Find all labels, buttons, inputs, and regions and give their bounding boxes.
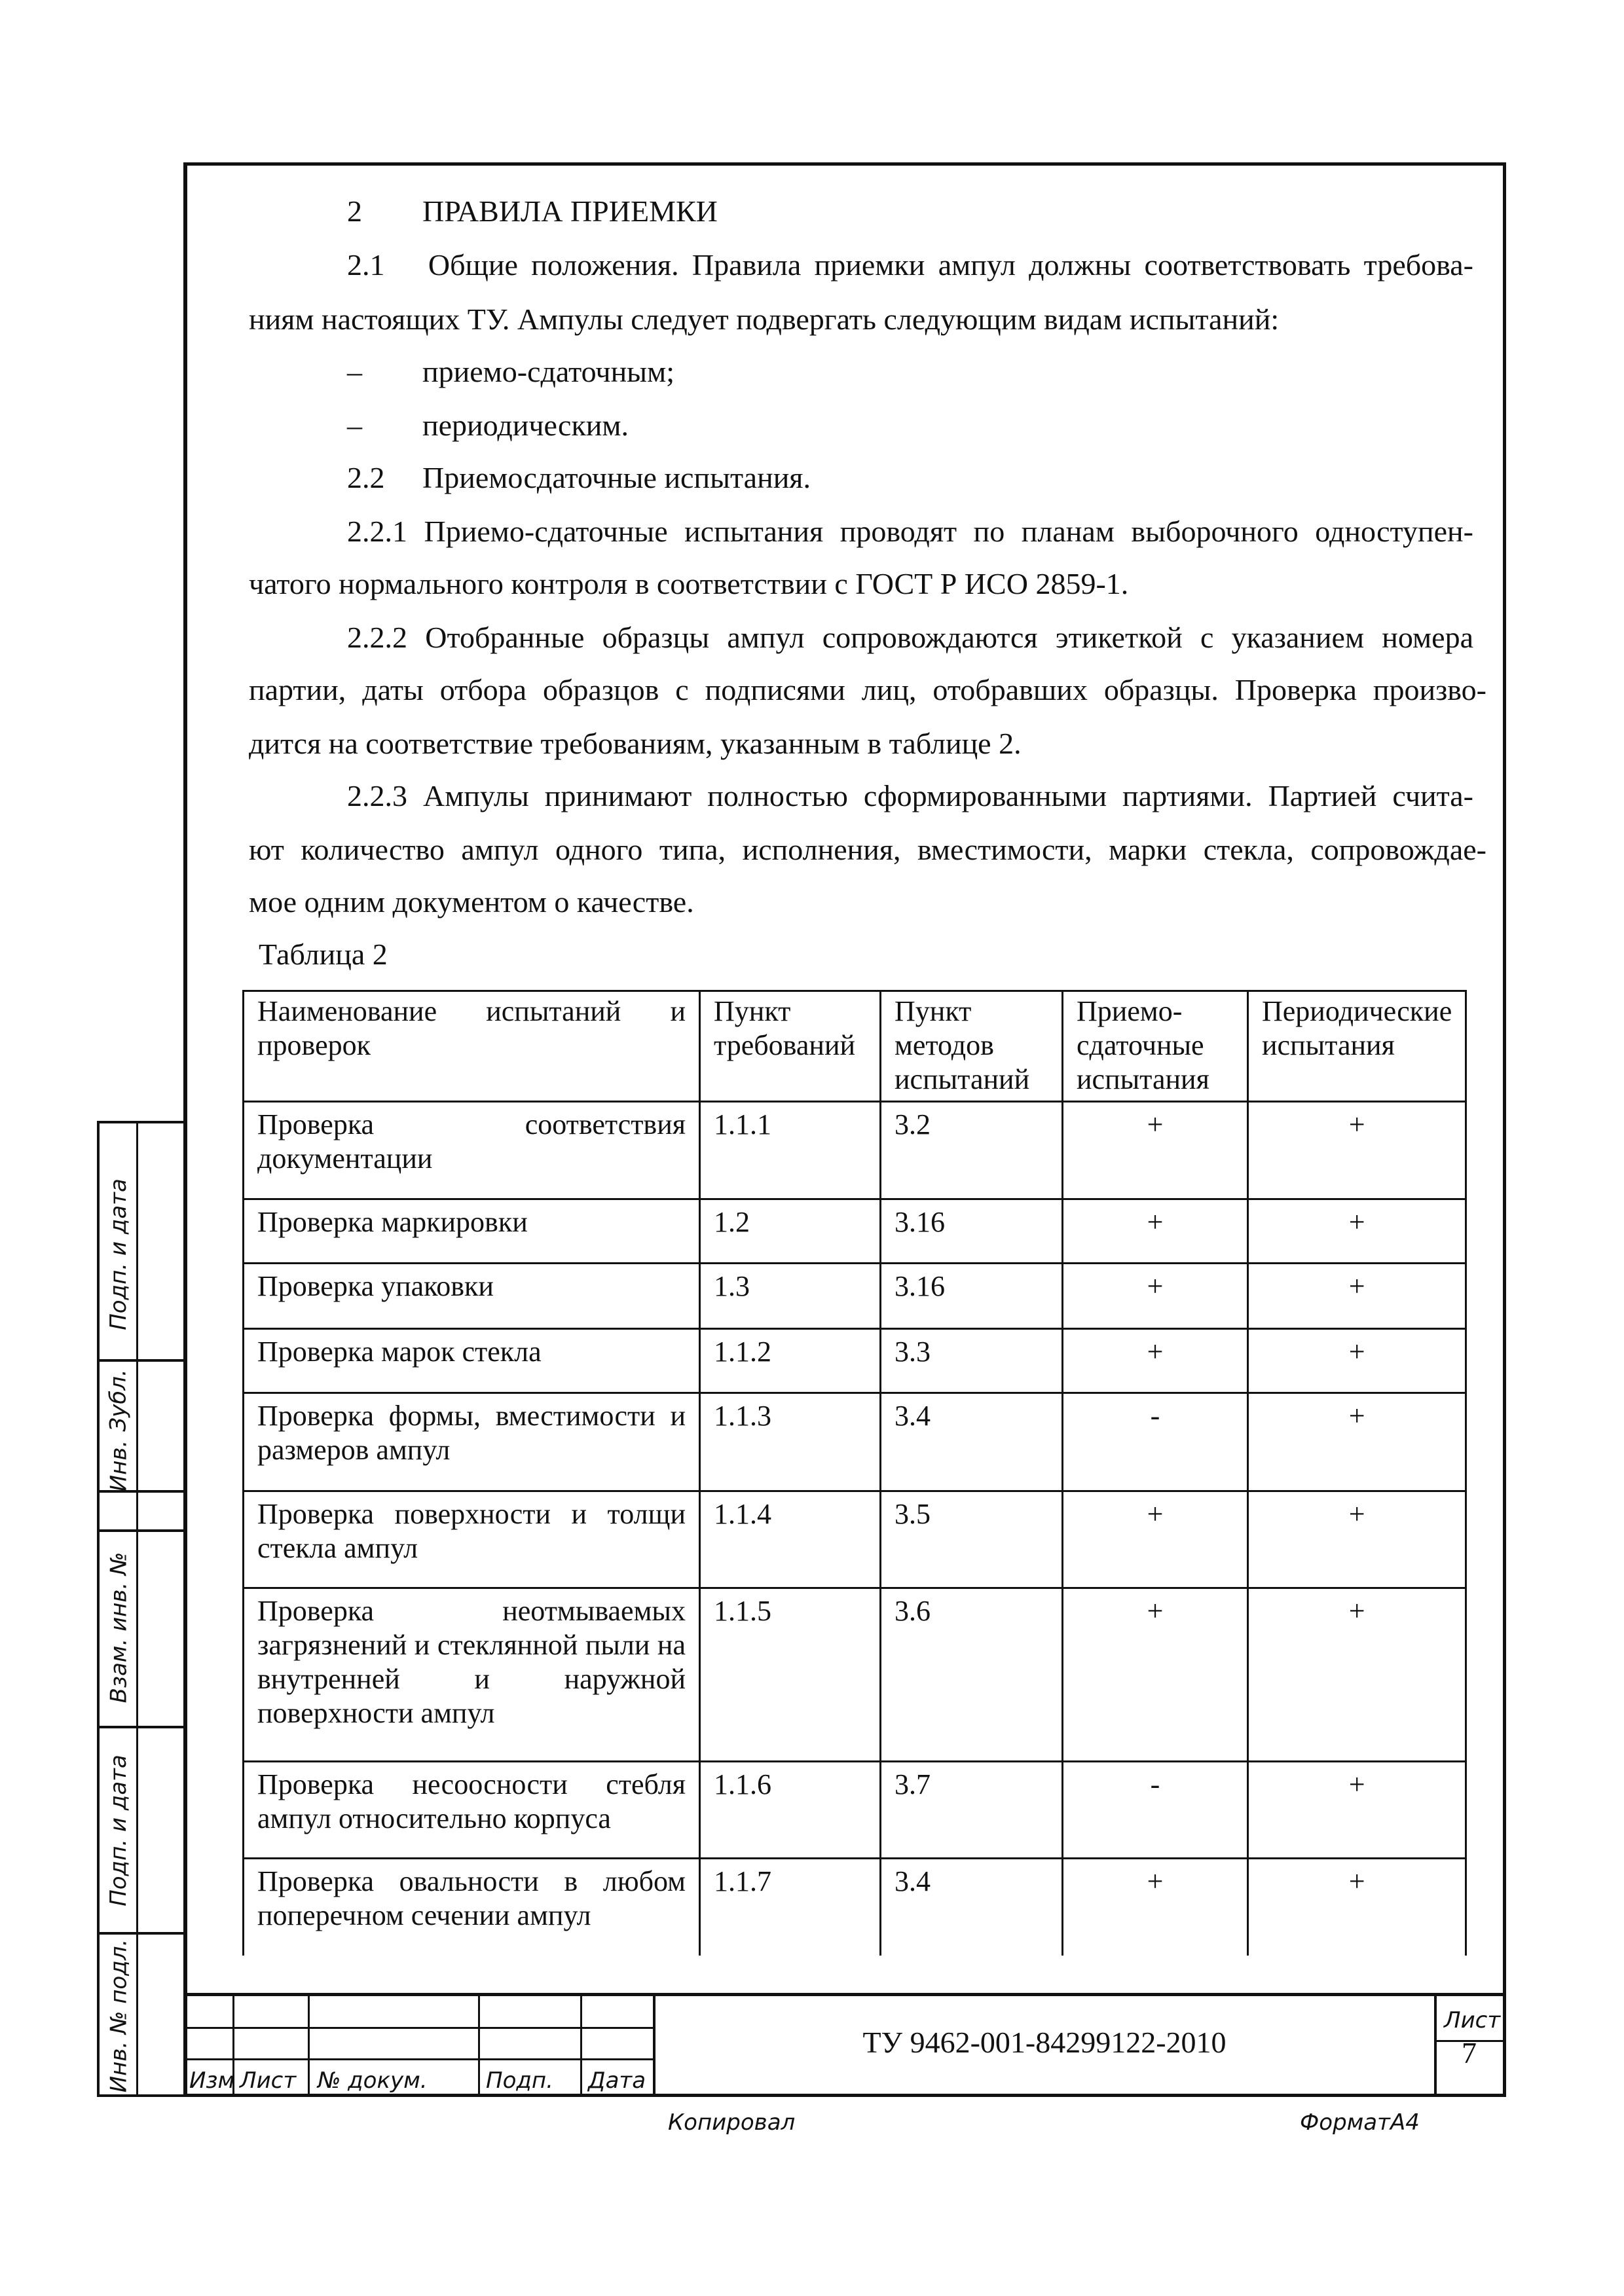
title-block-line	[308, 1996, 310, 2097]
table-cell: +	[1063, 1329, 1248, 1393]
side-label: Инв.	[105, 1440, 132, 1492]
title-block-line	[478, 1996, 480, 2097]
table-cell: +	[1063, 1491, 1248, 1588]
section-title: 2 ПРАВИЛА ПРИЕМКИ	[347, 194, 718, 228]
paragraph-2-2-3-line2: ют количество ампул одного типа, исполнения, вместимости, марки стекла, сопровождае-	[249, 833, 1486, 866]
sheet-number: 7	[1462, 2036, 1477, 2069]
table-row	[244, 1491, 1466, 1588]
paragraph-2-2-3-line3: мое одним документом о качестве.	[249, 885, 694, 919]
table-cell: +	[1248, 1491, 1466, 1588]
table-cell: +	[1063, 1264, 1248, 1329]
title-block-line	[1434, 1996, 1437, 2097]
table-row	[244, 1393, 1466, 1491]
strip-line	[100, 1932, 183, 1935]
table-row	[244, 1859, 1466, 1956]
table-cell: +	[1248, 1762, 1466, 1859]
table-cell: 1.2	[700, 1199, 881, 1264]
side-label: Инв. № подл.	[105, 1939, 132, 2092]
paragraph-2-2-2-line3: дится на соответствие требованиям, указанным в таблице 2.	[249, 727, 1022, 760]
paragraph-2-2-3-line1: 2.2.3 Ампулы принимают полностью сформированными партиями. Партией счита-	[347, 779, 1473, 812]
table-cell: 1.1.2	[700, 1329, 881, 1393]
document-number: ТУ 9462-001-84299122-2010	[862, 2026, 1227, 2059]
side-label: Подп. и дата	[105, 1178, 132, 1330]
paragraph-2-2-1-line1: 2.2.1 Приемо-сдаточные испытания проводят по планам выборочного одноступен-	[347, 515, 1473, 548]
table-cell: -	[1063, 1762, 1248, 1859]
col-data-label: Дата	[588, 2068, 646, 2094]
table-cell: Проверка маркировки	[244, 1199, 700, 1264]
strip-line	[100, 1359, 183, 1362]
table-row	[244, 1588, 1466, 1762]
table-cell: 3.4	[881, 1859, 1063, 1956]
table-cell: 3.4	[881, 1393, 1063, 1491]
header-cell: Пункт методов испытаний	[881, 991, 1063, 1102]
list-item: – приемо-сдаточным;	[347, 355, 674, 388]
paragraph-2-2-2-line1: 2.2.2 Отобранные образцы ампул сопровождаются этикеткой с указанием номера	[347, 621, 1473, 654]
table-cell: +	[1248, 1588, 1466, 1762]
table-row	[244, 1264, 1466, 1329]
table-cell: 3.3	[881, 1329, 1063, 1393]
table-cell: -	[1063, 1393, 1248, 1491]
table-row	[244, 1102, 1466, 1199]
table-cell: 3.6	[881, 1588, 1063, 1762]
table-cell: Проверка поверхности и толщи стекла ампул	[244, 1491, 700, 1588]
table-cell: 3.16	[881, 1264, 1063, 1329]
header-cell: Приемо-сдаточные испытания	[1063, 991, 1248, 1102]
col-doc-no-label: № докум.	[318, 2068, 428, 2094]
header-cell: Пункт требований	[700, 991, 881, 1102]
table-cell: 3.2	[881, 1102, 1063, 1199]
paragraph-2-2-1-line2: чатого нормального контроля в соответствии с ГОСТ Р ИСО 2859-1.	[249, 567, 1129, 600]
table-row	[244, 1329, 1466, 1393]
paragraph-2-2-2-line2: партии, даты отбора образцов с подписями лиц, отобравших образцы. Проверка произво-	[249, 673, 1486, 706]
footer-copied: Копировал	[668, 2109, 796, 2136]
table-cell: +	[1248, 1859, 1466, 1956]
header-cell: Периодические испытания	[1248, 991, 1466, 1102]
side-label: Подп. и дата	[105, 1755, 132, 1906]
table-cell: +	[1248, 1199, 1466, 1264]
table-cell: Проверка несоосности стебля ампул относительно корпуса	[244, 1762, 700, 1859]
col-izm-label: Изм	[189, 2068, 235, 2094]
table-row	[244, 1199, 1466, 1264]
col-list-label: Лист	[240, 2068, 297, 2094]
table-cell: +	[1248, 1264, 1466, 1329]
title-block-line	[187, 2058, 655, 2060]
paragraph-2-2: 2.2 Приемосдаточные испытания.	[347, 461, 811, 494]
header-cell: Наименование испытаний и проверок	[244, 991, 700, 1102]
col-podp-label: Подп.	[486, 2068, 553, 2094]
table-cell: 1.1.7	[700, 1859, 881, 1956]
table-cell: +	[1248, 1329, 1466, 1393]
table-cell: Проверка соответствия документации	[244, 1102, 700, 1199]
title-block-line	[580, 1996, 582, 2097]
side-label: Зубл.	[105, 1369, 132, 1432]
paragraph-2-1-line2: ниям настоящих ТУ. Ампулы следует подвергать следующим видам испытаний:	[249, 302, 1280, 336]
title-block-top-line	[183, 1993, 1506, 1996]
title-block-line	[187, 2027, 655, 2029]
table-cell: 1.1.3	[700, 1393, 881, 1491]
table-cell: 1.3	[700, 1264, 881, 1329]
table-cell: 3.5	[881, 1491, 1063, 1588]
binding-strip	[97, 1121, 183, 2097]
table-cell: 3.16	[881, 1199, 1063, 1264]
table-cell: +	[1248, 1393, 1466, 1491]
strip-divider	[136, 1123, 138, 2094]
paragraph-2-1-line1: 2.1 Общие положения. Правила приемки ампул должны соответствовать требова-	[347, 248, 1473, 282]
table-caption: Таблица 2	[259, 938, 388, 971]
table-cell: 1.1.5	[700, 1588, 881, 1762]
table-cell: 3.7	[881, 1762, 1063, 1859]
list-item: – периодическим.	[347, 409, 629, 442]
table-cell: Проверка упаковки	[244, 1264, 700, 1329]
table-cell: 1.1.4	[700, 1491, 881, 1588]
strip-line	[100, 1726, 183, 1728]
table-cell: +	[1063, 1588, 1248, 1762]
side-label: Взам. инв. №	[105, 1552, 132, 1704]
table-cell: Проверка неотмываемых загрязнений и стеклянной пыли на внутренней и наружной поверхности ампул	[244, 1588, 700, 1762]
table-header-row	[244, 991, 1466, 1102]
table-cell: Проверка марок стекла	[244, 1329, 700, 1393]
table-cell: +	[1063, 1859, 1248, 1956]
table-cell: Проверка формы, вместимости и размеров ампул	[244, 1393, 700, 1491]
table-cell: 1.1.1	[700, 1102, 881, 1199]
acceptance-tests-table	[242, 990, 1467, 1956]
table-cell: +	[1063, 1102, 1248, 1199]
table-cell: +	[1248, 1102, 1466, 1199]
footer-format: ФорматА4	[1300, 2109, 1420, 2136]
sheet-label: Лист	[1444, 2007, 1501, 2033]
table-row	[244, 1762, 1466, 1859]
table-cell: 1.1.6	[700, 1762, 881, 1859]
table-cell: Проверка овальности в любом поперечном сечении ампул	[244, 1859, 700, 1956]
table-cell: +	[1063, 1199, 1248, 1264]
